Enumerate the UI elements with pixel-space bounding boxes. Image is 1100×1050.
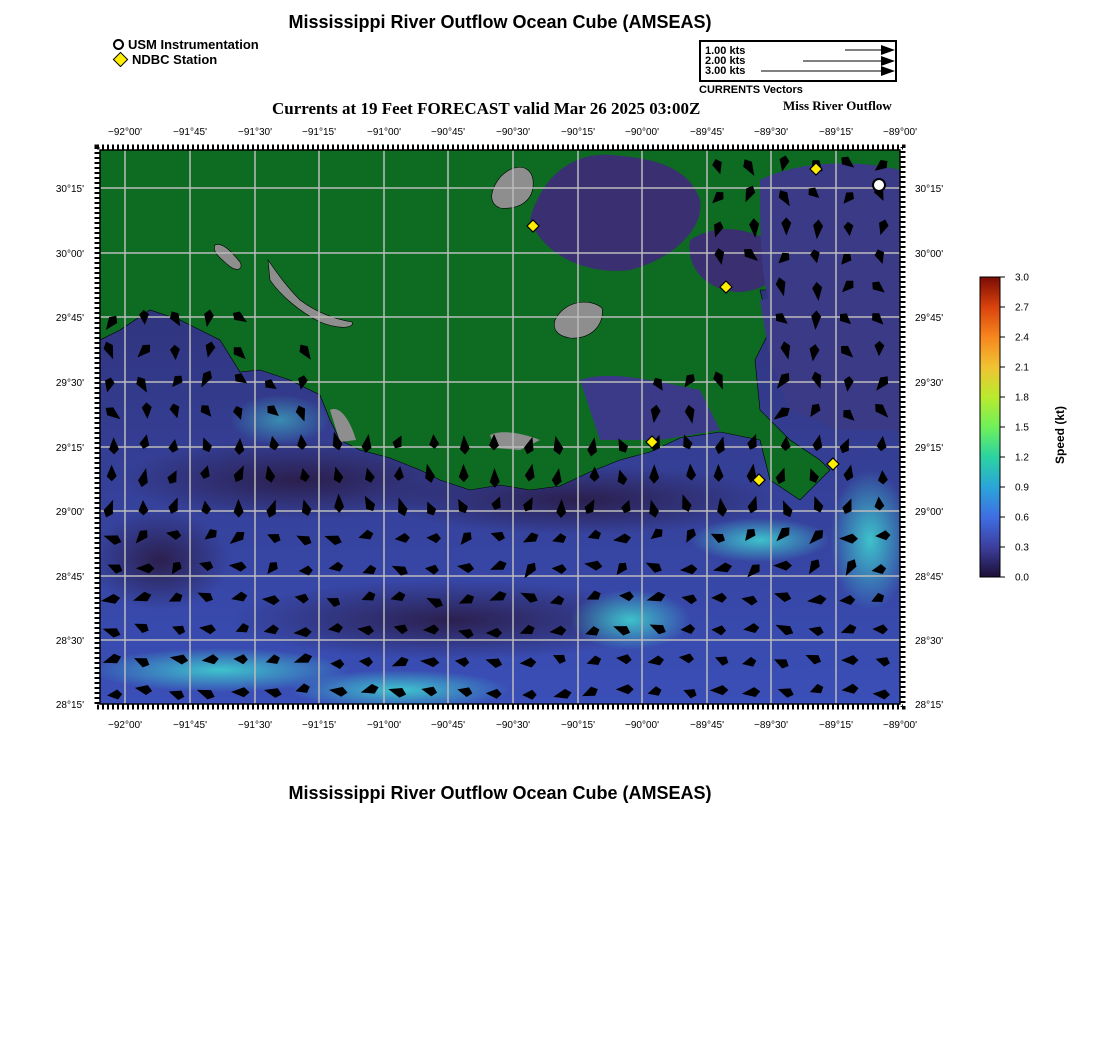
latitude-labels-right	[915, 184, 943, 711]
colorbar-tick-label: 1.2	[1015, 452, 1029, 464]
lon-label-bottom: −90°00'	[625, 720, 659, 731]
vector-legend-row-1: 1.00 kts	[705, 45, 746, 57]
colorbar-tick-label: 2.7	[1015, 302, 1029, 314]
lon-label-bottom: −91°15'	[302, 720, 336, 731]
legend-usm-label: USM Instrumentation	[128, 37, 259, 52]
colorbar-tick-label: 0.9	[1015, 482, 1029, 494]
lat-label-right: 29°00'	[915, 507, 944, 518]
lat-label-right: 28°15'	[915, 700, 944, 711]
lat-label-left: 29°00'	[55, 507, 84, 518]
lon-label-top: −89°45'	[690, 127, 724, 138]
lon-label-top: −90°15'	[561, 127, 595, 138]
lon-label-top: −91°15'	[302, 127, 336, 138]
lat-label-left: 28°30'	[55, 636, 84, 647]
lat-label-left: 29°45'	[55, 313, 84, 324]
map-layer	[90, 150, 910, 710]
vector-legend-row-3: 3.00 kts	[705, 65, 746, 77]
lon-label-top: −92°00'	[108, 127, 142, 138]
lon-label-bottom: −90°30'	[496, 720, 530, 731]
lon-label-bottom: −89°15'	[819, 720, 853, 731]
lon-label-top: −91°45'	[173, 127, 207, 138]
lat-label-right: 30°15'	[915, 184, 944, 195]
lat-label-right: 29°30'	[915, 378, 944, 389]
lon-label-top: −89°30'	[754, 127, 788, 138]
usm-station-marker	[873, 179, 885, 191]
lon-label-bottom: −91°30'	[238, 720, 272, 731]
lon-label-top: −90°45'	[431, 127, 465, 138]
lat-label-right: 29°15'	[915, 443, 944, 454]
lat-label-left: 29°15'	[55, 443, 84, 454]
lon-label-top: −89°15'	[819, 127, 853, 138]
colorbar-tick-label: 2.1	[1015, 362, 1029, 374]
colorbar-tick-label: 0.6	[1015, 512, 1029, 524]
longitude-labels-top	[108, 127, 917, 138]
lon-label-bottom: −89°00'	[883, 720, 917, 731]
colorbar-tick-label: 2.4	[1015, 332, 1029, 344]
lat-label-left: 30°15'	[55, 184, 84, 195]
colorbar-tick-label: 1.8	[1015, 392, 1029, 404]
forecast-subtitle: Currents at 19 Feet FORECAST valid Mar 26 2025 03:00Z	[272, 99, 701, 118]
second-title: Mississippi River Outflow Ocean Cube (AMSEAS)	[288, 783, 712, 803]
speed-colorbar	[980, 277, 1000, 577]
lat-label-right: 28°45'	[915, 572, 944, 583]
lon-label-top: −90°00'	[625, 127, 659, 138]
colorbar-ticks	[1000, 273, 1029, 584]
lat-label-right: 29°45'	[915, 313, 944, 324]
lon-label-top: −89°00'	[883, 127, 917, 138]
lat-label-left: 28°15'	[55, 700, 84, 711]
lon-label-bottom: −90°15'	[561, 720, 595, 731]
lon-label-bottom: −90°45'	[431, 720, 465, 731]
lat-label-right: 28°30'	[915, 636, 944, 647]
latitude-labels-left	[56, 184, 84, 711]
colorbar-tick-label: 3.0	[1015, 272, 1029, 284]
lat-label-left: 30°00'	[55, 249, 84, 260]
lat-label-right: 30°00'	[915, 249, 944, 260]
lat-label-left: 28°45'	[55, 572, 84, 583]
legend-ndbc-label: NDBC Station	[132, 52, 218, 67]
vector-legend-row-2: 2.00 kts	[705, 55, 746, 67]
vector-legend-caption: CURRENTS Vectors	[699, 84, 803, 96]
colorbar-tick-label: 0.0	[1015, 572, 1029, 584]
lon-label-top: −91°00'	[367, 127, 401, 138]
colorbar-title: Speed (kt)	[1053, 406, 1067, 465]
lon-label-bottom: −91°00'	[367, 720, 401, 731]
lon-label-bottom: −89°45'	[690, 720, 724, 731]
main-title: Mississippi River Outflow Ocean Cube (AMSEAS)	[288, 12, 712, 32]
lat-label-left: 29°30'	[55, 378, 84, 389]
lon-label-bottom: −92°00'	[108, 720, 142, 731]
colorbar-tick-label: 1.5	[1015, 422, 1029, 434]
lon-label-bottom: −89°30'	[754, 720, 788, 731]
longitude-labels-bottom	[108, 720, 917, 731]
region-label: Miss River Outflow	[783, 98, 892, 113]
colorbar-tick-label: 0.3	[1015, 542, 1029, 554]
lon-label-top: −91°30'	[238, 127, 272, 138]
lon-label-bottom: −91°45'	[173, 720, 207, 731]
lon-label-top: −90°30'	[496, 127, 530, 138]
